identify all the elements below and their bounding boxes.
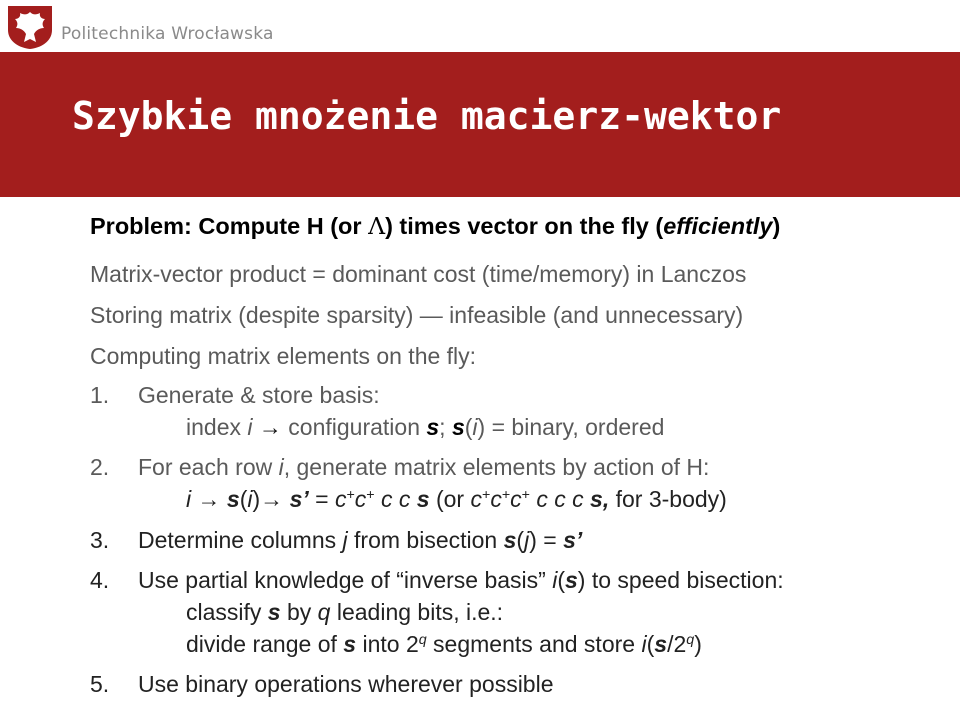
slide-title: Szybkie mnożenie macierz-wektor	[72, 94, 782, 138]
problem-statement: Problem: Compute H (or Λ) times vector on the fly (efficiently)	[90, 212, 781, 240]
list-item-4: 4. Use partial knowledge of “inverse basis” i(s) to speed bisection:	[90, 567, 784, 593]
list-item-2-formula: i → s(i)→ s’ = c+c+ c c s (or c+c+c+ c c c s, for 3-body)	[186, 486, 727, 512]
list-item-2: 2. For each row i, generate matrix elements by action of H:	[90, 454, 710, 480]
list-item-4-sub-1: classify s by q leading bits, i.e.:	[186, 599, 504, 625]
list-item-5: 5. Use binary operations wherever possible	[90, 671, 554, 697]
list-item-1-sub: index i → configuration s; s(i) = binary, ordered	[186, 414, 665, 440]
body-line-1: Matrix-vector product = dominant cost (time/memory) in Lanczos	[90, 261, 747, 287]
list-number: 2.	[90, 454, 110, 480]
right-arrow-icon: →	[260, 486, 284, 512]
list-number: 3.	[90, 527, 110, 553]
list-number: 5.	[90, 671, 110, 697]
lambda-symbol: Λ	[368, 212, 386, 240]
right-arrow-icon: →	[197, 486, 221, 512]
body-line-3: Computing matrix elements on the fly:	[90, 343, 477, 369]
list-number: 1.	[90, 382, 110, 408]
list-item-3: 3. Determine columns j from bisection s(j) = s’	[90, 527, 583, 553]
list-item-4-sub-2: divide range of s into 2$^q$ segments and store i(s/2$^q$)	[186, 631, 702, 657]
organization-name: Politechnika Wrocławska	[61, 24, 274, 44]
list-number: 4.	[90, 567, 110, 593]
list-item-1: 1. Generate & store basis:	[90, 382, 380, 408]
right-arrow-icon: →	[258, 414, 282, 440]
body-line-2: Storing matrix (despite sparsity) — infeasible (and unnecessary)	[90, 302, 744, 328]
